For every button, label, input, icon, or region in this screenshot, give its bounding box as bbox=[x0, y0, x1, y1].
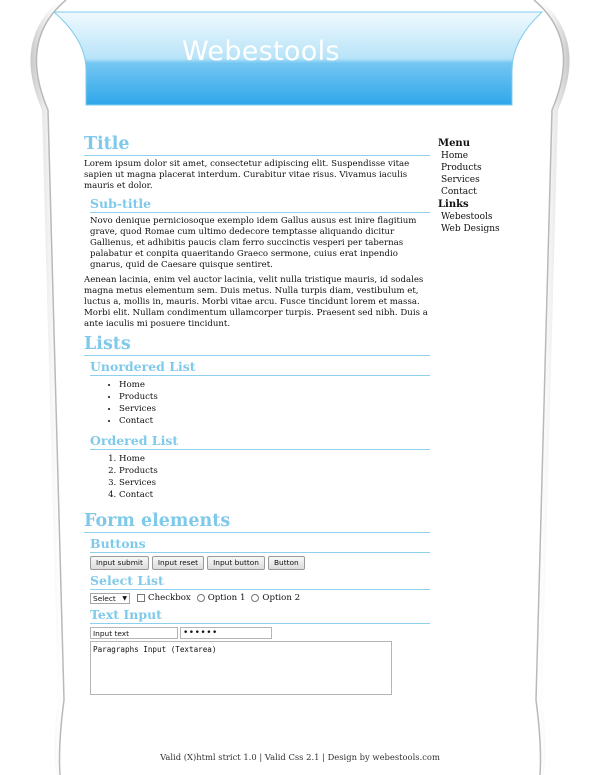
button[interactable]: Button bbox=[268, 556, 305, 570]
password-input[interactable]: •••••• bbox=[180, 627, 272, 639]
form-elements-heading: Form elements bbox=[84, 511, 430, 533]
input-row bbox=[90, 627, 430, 639]
checkbox[interactable] bbox=[137, 594, 145, 602]
sidebar-item-products[interactable]: Products bbox=[441, 163, 482, 173]
radio-option-1[interactable] bbox=[197, 594, 205, 602]
select-row bbox=[90, 593, 430, 604]
sidebar-link-webestools[interactable]: Webestools bbox=[441, 212, 493, 222]
list-item: 4. Contact bbox=[119, 489, 430, 501]
sidebar-item-contact[interactable]: Contact bbox=[441, 187, 477, 197]
select-value: Select bbox=[93, 593, 116, 603]
text-input[interactable]: Input text bbox=[90, 627, 178, 639]
select-dropdown[interactable] bbox=[90, 593, 130, 604]
list-item: • Products bbox=[119, 391, 430, 403]
input-submit-button[interactable]: Input submit bbox=[90, 556, 149, 570]
radio-option-2[interactable] bbox=[251, 594, 259, 602]
buttons-heading: Buttons bbox=[90, 536, 430, 553]
site-title: Webestools bbox=[182, 36, 340, 67]
checkbox-label: Checkbox bbox=[148, 592, 191, 603]
page-title: Title bbox=[84, 134, 430, 156]
list-item: 3. Services bbox=[119, 477, 430, 489]
list-item: 1. Home bbox=[119, 453, 430, 465]
chevron-down-icon: ▼ bbox=[122, 594, 127, 602]
ordered-list bbox=[84, 453, 430, 501]
select-list-heading: Select List bbox=[90, 573, 430, 590]
menu-heading: Menu bbox=[438, 138, 470, 149]
second-paragraph: Aenean lacinia, enim vel auctor lacinia, velit nulla tristique mauris, id sodales magna metus elementum sem. Duis metus. Nulla turpis diam, vestibulum et, luctus a, mollis in, mauris. Morbi vitae arcu. Fusce tincidunt lorem et massa. Morbi elit. Nullam condimentum ullamcorper turpis. Praesent sed nibh. Duis a ante iaculis mi posuere tincidunt. bbox=[84, 274, 428, 330]
list-item: • Home bbox=[119, 379, 430, 391]
subtitle-heading: Sub-title bbox=[90, 196, 430, 213]
list-item: 2. Products bbox=[119, 465, 430, 477]
main-content bbox=[84, 134, 430, 695]
button-row bbox=[90, 556, 430, 570]
input-button[interactable]: Input button bbox=[207, 556, 265, 570]
radio-option-1-label: Option 1 bbox=[207, 592, 246, 603]
sidebar bbox=[438, 137, 518, 235]
list-item: • Contact bbox=[119, 415, 430, 427]
unordered-list bbox=[84, 379, 430, 427]
lists-heading: Lists bbox=[84, 334, 430, 356]
unordered-list-heading: Unordered List bbox=[90, 359, 430, 376]
input-reset-button[interactable]: Input reset bbox=[152, 556, 204, 570]
radio-option-2-label: Option 2 bbox=[262, 592, 301, 603]
ordered-list-heading: Ordered List bbox=[90, 433, 430, 450]
intro-paragraph: Lorem ipsum dolor sit amet, consectetur adipiscing elit. Suspendisse vitae sapien ut magna placerat interdum. Curabitur vitae risus. Vivamus iaculis mauris et dolor. bbox=[84, 159, 410, 192]
list-item: • Services bbox=[119, 403, 430, 415]
footer: Valid (X)html strict 1.0 | Valid Css 2.1 | Design by webestools.com bbox=[160, 752, 440, 762]
sidebar-item-services[interactable]: Services bbox=[441, 175, 480, 185]
sidebar-link-web-designs[interactable]: Web Designs bbox=[441, 224, 500, 234]
text-input-heading: Text Input bbox=[90, 607, 430, 624]
links-heading: Links bbox=[438, 199, 469, 210]
sub-paragraph: Novo denique perniciosoque exemplo idem Gallus ausus est inire flagitium grave, quod Romae cum ultimo dedecore temptasse aliquando dicitur Gallienus, et adhibitis paucis clam ferro succinctis vesperi per tabernas palabatur et conpita quaeritando Graeco sermone, cuius erat inpendio gnarus, quid de Caesare quisque sentiret. bbox=[90, 215, 417, 271]
textarea-input[interactable]: Paragraphs Input (Textarea) bbox=[90, 641, 392, 695]
sidebar-item-home[interactable]: Home bbox=[441, 151, 469, 161]
